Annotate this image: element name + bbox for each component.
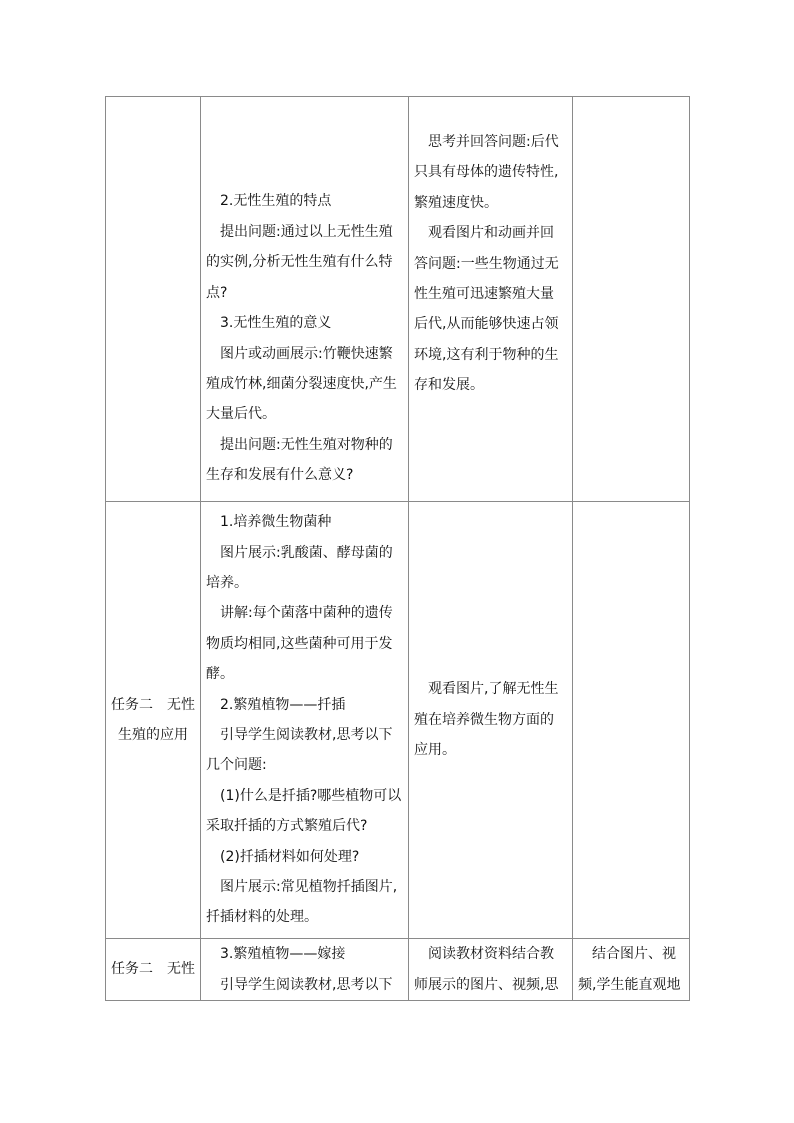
student-activity-cell <box>409 97 573 502</box>
design-intent-cell <box>573 502 690 939</box>
paragraph: (2)扦插材料如何处理? <box>220 848 360 865</box>
paragraph: 引导学生阅读教材,思考以下几个问题: <box>206 727 393 774</box>
paragraph: 3.无性生殖的意义 <box>220 315 332 332</box>
paragraph: 2.无性生殖的特点 <box>220 193 332 210</box>
paragraph: 结合图片、视频,学生能直观地 <box>578 946 681 993</box>
teacher-activity-cell <box>201 939 409 1001</box>
paragraph: 提出问题:无性生殖对物种的生存和发展有什么意义? <box>206 436 393 484</box>
task-title: 任务二 无性 <box>111 961 195 978</box>
paragraph: (1)什么是扦插?哪些植物可以采取扦插的方式繁殖后代? <box>206 787 402 835</box>
student-activity-cell <box>409 502 573 939</box>
lesson-plan-table <box>105 96 690 1001</box>
design-intent-cell <box>573 97 690 502</box>
paragraph: 2.繁殖植物——扦插 <box>220 696 346 713</box>
paragraph: 图片展示:常见植物扦插图片,扦插材料的处理。 <box>206 879 398 926</box>
table-row <box>106 502 690 939</box>
table-row <box>106 97 690 502</box>
paragraph: 图片或动画展示:竹鞭快速繁殖成竹林,细菌分裂速度快,产生大量后代。 <box>206 345 397 423</box>
paragraph: 阅读教材资料结合教师展示的图片、视频,思 <box>414 946 559 993</box>
task-cell <box>106 502 201 939</box>
paragraph: 思考并回答问题:后代只具有母体的遗传特性,繁殖速度快。 <box>414 134 559 211</box>
student-activity-cell <box>409 939 573 1001</box>
paragraph: 提出问题:通过以上无性生殖的实例,分析无性生殖有什么特点? <box>206 223 393 301</box>
paragraph: 观看图片,了解无性生殖在培养微生物方面的应用。 <box>414 681 559 759</box>
paragraph: 1.培养微生物菌种 <box>220 514 332 531</box>
paragraph: 图片展示:乳酸菌、酵母菌的培养。 <box>206 544 393 591</box>
task-cell <box>106 939 201 1001</box>
table-row <box>106 939 690 1001</box>
paragraph: 3.繁殖植物——嫁接 <box>220 946 346 963</box>
paragraph: 讲解:每个菌落中菌种的遗传物质均相同,这些菌种可用于发酵。 <box>206 605 393 683</box>
teacher-activity-cell <box>201 97 409 502</box>
teacher-activity-cell <box>201 502 409 939</box>
task-title: 任务二 无性生殖的应用 <box>111 696 195 743</box>
paragraph: 引导学生阅读教材,思考以下 <box>220 976 393 993</box>
task-cell <box>106 97 201 502</box>
design-intent-cell <box>573 939 690 1001</box>
paragraph: 观看图片和动画并回答问题:一些生物通过无性生殖可迅速繁殖大量后代,从而能够快速占领环境,这有利于物种的生存和发展。 <box>414 225 559 394</box>
